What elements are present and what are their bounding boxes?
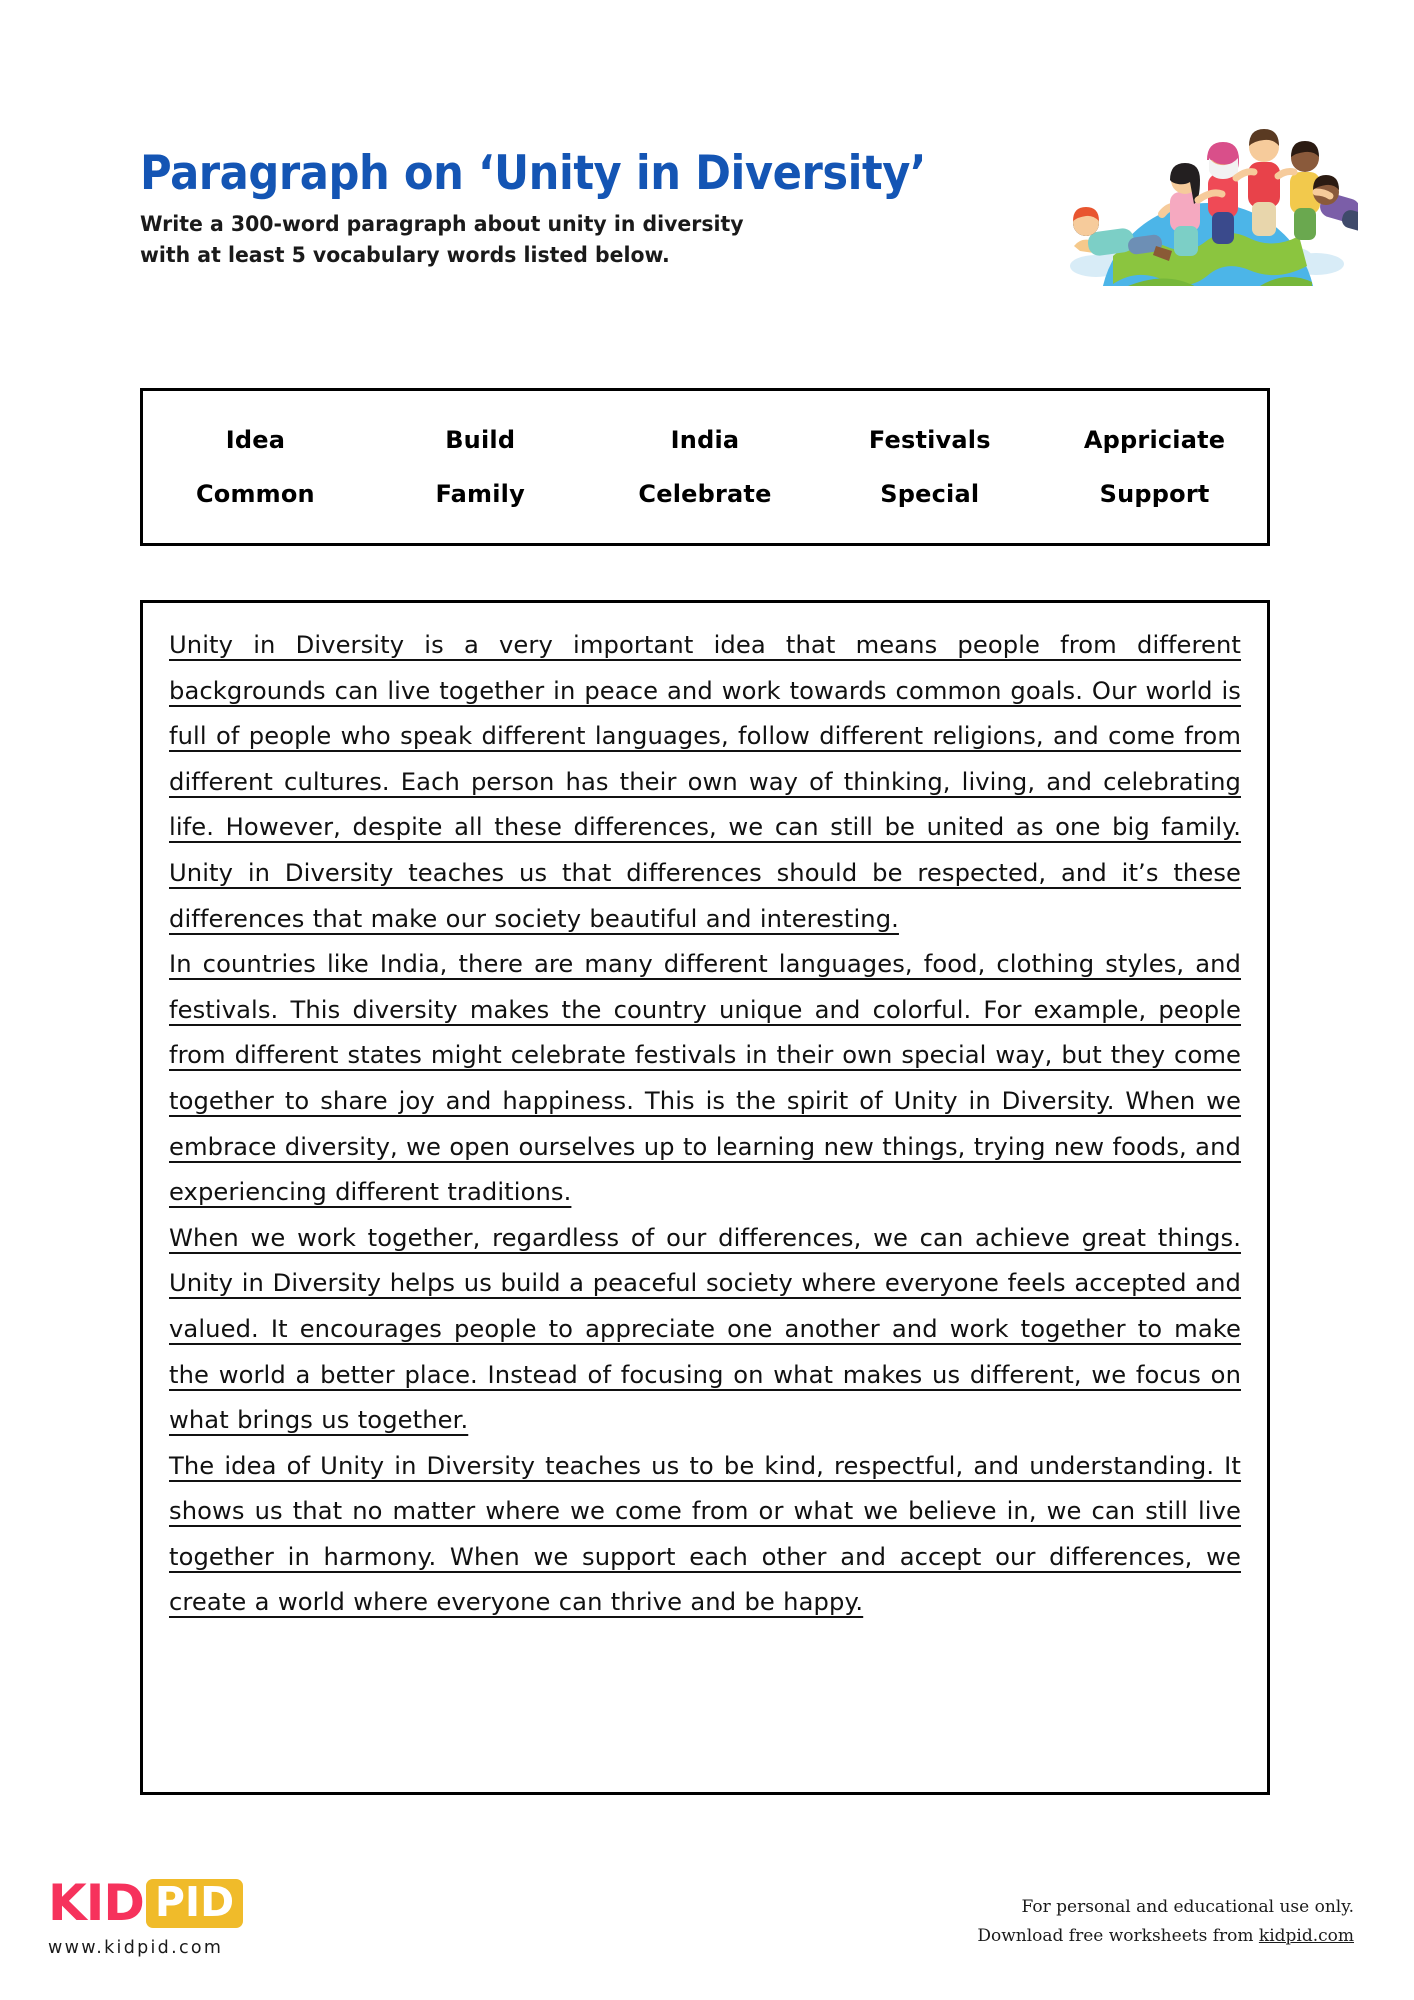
vocabulary-word: Family: [435, 480, 525, 508]
vocabulary-word: Support: [1099, 480, 1210, 508]
vocabulary-row: [143, 413, 1267, 467]
footer: [0, 1850, 1414, 2000]
vocabulary-word: Appriciate: [1083, 426, 1226, 454]
header: [140, 146, 1040, 271]
vocabulary-word: India: [670, 426, 740, 454]
footer-notice: [977, 1893, 1354, 1953]
vocabulary-row: [143, 467, 1267, 521]
logo-mark: [48, 1874, 378, 1932]
answer-area[interactable]: [140, 600, 1270, 1795]
answer-paragraph: Unity in Diversity is a very important idea that means people from different backgrounds can live together in peace and work towards common goals. Our world is full of people who speak different languages, follow different religions, and come from different cultures. Each person has their own way of thinking, living, and celebrating life. However, despite all these differences, we can still be united as one big family. Unity in Diversity teaches us that differences should be respected, and it’s these differences that make our society beautiful and interesting.: [169, 631, 1241, 933]
vocabulary-word: Festivals: [868, 426, 991, 454]
vocabulary-word: Celebrate: [638, 480, 772, 508]
kidpid-link[interactable]: kidpid.com: [1258, 1926, 1354, 1947]
vocabulary-word: Special: [880, 480, 980, 508]
vocabulary-word: Build: [445, 426, 516, 454]
logo-website-url: www.kidpid.com: [48, 1938, 224, 1958]
answer-paragraph: When we work together, regardless of our differences, we can achieve great things. Unity in Diversity helps us build a peaceful society where everyone feels accepted and valued. It encourages people to appreciate one another and work together to make the world a better place. Instead of focusing on what makes us different, we focus on what brings us together.: [169, 1223, 1241, 1435]
vocabulary-word-bank: [140, 388, 1270, 546]
vocabulary-word: Idea: [225, 426, 286, 454]
answer-text-body: [169, 623, 1241, 1626]
footer-notice-line1: For personal and educational use only.: [1021, 1896, 1354, 1917]
answer-paragraph: In countries like India, there are many different languages, food, clothing styles, and festivals. This diversity makes the country unique and colorful. For example, people from different states might celebrate festivals in their own special way, but they come together to share joy and happiness. This is the spirit of Unity in Diversity. When we embrace diversity, we open ourselves up to learning new things, trying new foods, and experiencing different traditions.: [169, 950, 1241, 1207]
logo-pid-text: PID: [146, 1879, 243, 1928]
vocabulary-word: Common: [195, 480, 315, 508]
footer-notice-prefix: Download free worksheets from: [977, 1926, 1259, 1947]
answer-paragraph: The idea of Unity in Diversity teaches us to be kind, respectful, and understanding. It shows us that no matter where we come from or what we believe in, we can still live together in harmony. When we support each other and accept our differences, we create a world where everyone can thrive and be happy.: [169, 1451, 1241, 1617]
page-title: Paragraph on ‘Unity in Diversity’: [140, 146, 926, 201]
kidpid-logo[interactable]: [48, 1874, 378, 1958]
footer-notice-line2: [977, 1922, 1354, 1952]
logo-kid-text: KID: [48, 1874, 144, 1932]
instructions-text: Write a 300-word paragraph about unity in diversity with at least 5 vocabulary words listed below.: [140, 212, 744, 269]
children-on-globe-illustration: [1058, 96, 1358, 286]
